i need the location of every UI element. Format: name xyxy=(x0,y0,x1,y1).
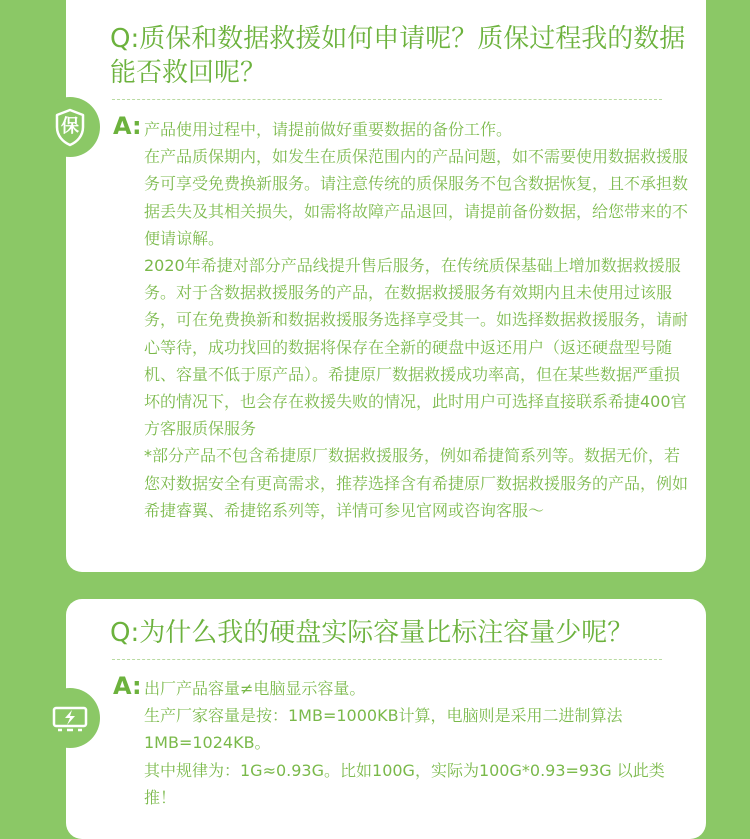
answer-paragraph: 其中规律为：1G≈0.93G。比如100G，实际为100G*0.93=93G 以此类推！ xyxy=(144,760,665,807)
hard-drive-badge xyxy=(40,688,100,748)
answer-paragraph: 产品使用过程中，请提前做好重要数据的备份工作。 xyxy=(144,120,513,139)
badge-character: 保 xyxy=(61,116,79,137)
hard-drive-icon xyxy=(40,688,100,748)
answer-paragraph: *部分产品不包含希捷原厂数据救援服务，例如希捷简系列等。数据无价，若您对数据安全有更高需求，推荐选择含有希捷原厂数据救援服务的产品，例如希捷睿翼、希捷铭系列等，详情可参见官网或咨询客服～ xyxy=(144,446,689,520)
faq-question-title: Q:为什么我的硬盘实际容量比标注容量少呢？ xyxy=(110,618,634,648)
faq-answer xyxy=(144,116,692,524)
answer-paragraph: 生产厂家容量是按：1MB=1000KB计算，电脑则是采用二进制算法1MB=1024KB。 xyxy=(144,706,623,753)
faq-card-capacity xyxy=(66,599,706,839)
faq-answer xyxy=(144,675,692,811)
faq-question-title: Q:质保和数据救援如何申请呢？质保过程我的数据能否救回呢？ xyxy=(110,24,686,88)
answer-paragraph: 在产品质保期内，如发生在质保范围内的产品问题，如不需要使用数据救援服务可享受免费换新服务。请注意传统的质保服务不包含数据恢复，且不承担数据丢失及其相关损失，如需将故障产品退回，请提前备份数据，给您带来的不便请谅解。 xyxy=(144,147,689,248)
faq-card-warranty xyxy=(66,0,706,572)
answer-paragraph: 2020年希捷对部分产品线提升售后服务，在传统质保基础上增加数据救援服务。对于含数据救援服务的产品，在数据救援服务有效期内且未使用过该服务，可在免费换新和数据救援服务选择享受其一。如选择数据救援服务，请耐心等待，成功找回的数据将保存在全新的硬盘中返还用户（返还硬盘型号随机、容量不低于原产品）。希捷原厂数据救援成功率高，但在某些数据严重损坏的情况下，也会存在救援失败的情况，此时用户可选择直接联系希捷400官方客服质保服务 xyxy=(144,256,689,439)
answer-label: A: xyxy=(113,112,142,140)
shield-badge xyxy=(40,97,100,157)
dashed-divider xyxy=(112,99,662,100)
dashed-divider xyxy=(112,659,662,660)
answer-label: A: xyxy=(113,672,142,700)
answer-paragraph: 出厂产品容量≠电脑显示容量。 xyxy=(144,679,366,698)
